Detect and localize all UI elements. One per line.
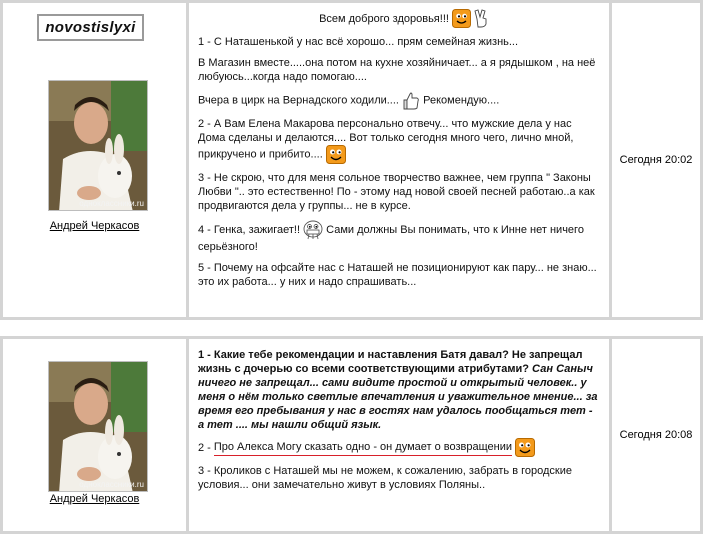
paragraph-2: [198, 438, 601, 457]
paragraph-3: [198, 91, 601, 110]
post-time: Сегодня 20:08: [619, 429, 693, 441]
thumbs-up-icon: [402, 91, 420, 110]
paragraph-3: 3 - Кроликов с Наташей мы не можем, к сожалению, забрать в городские условия... они замечательно живут в условиях Поляны..: [198, 465, 572, 491]
wink-smiley-icon: [326, 145, 346, 164]
greeting-line: [198, 9, 601, 28]
avatar-photo: [49, 362, 148, 492]
message-cell: [189, 3, 609, 317]
avatar-watermark: одноклассники.ru: [79, 199, 144, 208]
author-link[interactable]: Андрей Черкасов: [49, 220, 140, 232]
avatar-photo: [49, 81, 148, 211]
avatar[interactable]: [48, 361, 148, 492]
site-watermark: [37, 14, 144, 41]
paragraph-7: 5 - Почему на офсайте нас с Наташей не позиционируют как пару... не знаю... это их работа... у них и надо спрашивать...: [198, 262, 597, 288]
greeting-text: Всем доброго здоровья!!!: [319, 12, 449, 25]
author-link[interactable]: Андрей Черкасов: [49, 493, 140, 505]
watermark-text: novostislyxi: [45, 19, 136, 36]
question-answer-1: [198, 348, 601, 432]
paragraph-3-text-a: Вчера в цирк на Вернадского ходили....: [198, 94, 399, 107]
paragraph-2-prefix: 2 -: [198, 441, 211, 454]
wink-smiley-icon: [515, 438, 535, 457]
paragraph-2: В Магазин вместе.....она потом на кухне хозяйничает... а я рядышком , на неё любуюсь...когда надо помогаю....: [198, 57, 596, 83]
author-cell: [3, 339, 186, 531]
smiley-icon: [452, 9, 471, 28]
question-1: 1 - Какие тебе рекомендации и наставления Батя давал? Не запрещал жизнь с дочерью со всеми соответствующими атрибутами?: [198, 349, 583, 375]
paragraph-6-text-b: Сами должны Вы понимать, что к Инне нет ничего серьёзного!: [198, 223, 584, 253]
avatar-watermark: одноклассники.ru: [79, 480, 144, 489]
alex-link[interactable]: Про Алекса Могу сказать одно - он думает о возвращении: [214, 440, 512, 456]
paragraph-5: 3 - Не скрою, что для меня сольное творчество важнее, чем группа " Законы Любви ".. это естественно! По - этому над новой своей песней работаю..а как продвигаются дела у группы... не в курсе.: [198, 172, 595, 212]
post-row-2: [0, 336, 703, 534]
paragraph-1: 1 - С Наташенькой у нас всё хорошо... прям семейная жизнь...: [198, 36, 519, 48]
author-cell: [3, 3, 186, 317]
time-cell: [612, 339, 700, 531]
avatar[interactable]: [48, 80, 148, 211]
victory-hand-icon: [474, 9, 490, 28]
paragraph-6: [198, 220, 601, 254]
paragraph-6-text-a: 4 - Генка, зажигает!!: [198, 223, 301, 236]
post-time: Сегодня 20:02: [619, 154, 693, 166]
paragraph-3-text-b: Рекомендую....: [423, 94, 500, 107]
laughing-smiley-icon: [303, 220, 323, 240]
paragraph-4-text: 2 - А Вам Елена Макарова персонально отвечу... что мужские дела у нас Дома сделаны и делаются.... Вот только сегодня много чего, лично мной, прикручено и прибито....: [198, 118, 574, 161]
time-cell: [612, 3, 700, 317]
paragraph-4: [198, 117, 601, 164]
answer-1: Сан Саныч ничего не запрещал... сами видите простой и открытый человек.. у меня о нём только светлые впечатления и уважительное мнение... за время его пребывания у нас в гостях нам удалось пообщаться тет - а тет .... мы нашли общий язык.: [198, 363, 598, 431]
message-cell: [189, 339, 609, 531]
